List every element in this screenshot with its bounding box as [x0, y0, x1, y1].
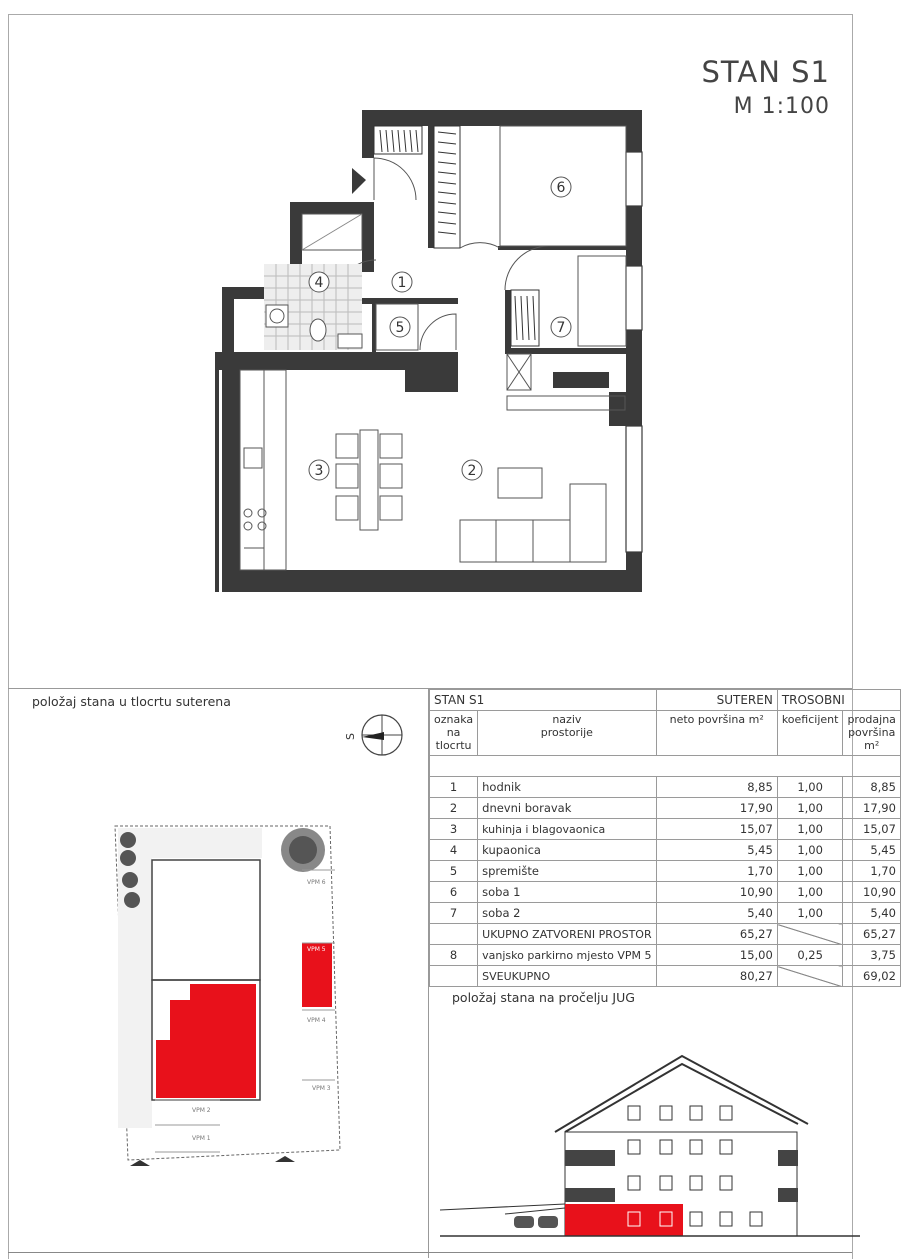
facade-roof — [555, 1056, 808, 1132]
row-number: 8 — [430, 945, 478, 966]
total-sale: 69,02 — [843, 966, 901, 987]
header-net-area: neto površina m² — [656, 711, 777, 756]
subtotal-label: UKUPNO ZATVORENI PROSTOR — [478, 924, 656, 945]
header-name: naziv prostorije — [478, 711, 656, 756]
room-marker-4: 4 — [314, 275, 324, 291]
coefficient: 1,00 — [777, 882, 843, 903]
net-area: 15,00 — [656, 945, 777, 966]
parking-label: VPM 3 — [312, 1085, 331, 1092]
coefficient: 1,00 — [777, 861, 843, 882]
facade-caption: položaj stana na pročelju JUG — [452, 990, 635, 1005]
room-marker-2: 2 — [467, 463, 477, 479]
sale-area: 5,45 — [843, 840, 901, 861]
coefficient: 1,00 — [777, 903, 843, 924]
coefficient: 1,00 — [777, 819, 843, 840]
row-number: 2 — [430, 798, 478, 819]
sale-area: 1,70 — [843, 861, 901, 882]
net-area: 8,85 — [656, 777, 777, 798]
room-name: hodnik — [478, 777, 656, 798]
site-plan-caption: položaj stana u tlocrtu suterena — [32, 694, 231, 709]
sale-area: 10,90 — [843, 882, 901, 903]
net-area: 10,90 — [656, 882, 777, 903]
sheet-bottom-line — [8, 1252, 852, 1253]
row-number: 1 — [430, 777, 478, 798]
header-sale-area: prodajna površina m² — [843, 711, 901, 756]
room-marker-7: 7 — [556, 320, 566, 336]
room-marker-5: 5 — [395, 320, 405, 336]
header-coefficient: koeficijent — [777, 711, 843, 756]
row-number: 3 — [430, 819, 478, 840]
header-marker: oznaka na tlocrtu — [430, 711, 478, 756]
coefficient: 1,00 — [777, 798, 843, 819]
row-number: 4 — [430, 840, 478, 861]
row-number: 6 — [430, 882, 478, 903]
room-marker-1: 1 — [397, 275, 407, 291]
parking-label: VPM 1 — [192, 1135, 211, 1142]
parking-label: VPM 6 — [307, 879, 326, 886]
coefficient: 1,00 — [777, 840, 843, 861]
parking-label: VPM 5 — [307, 946, 326, 953]
room-name: spremište — [478, 861, 656, 882]
sale-area: 5,40 — [843, 903, 901, 924]
drawing-scale: M 1:100 — [733, 94, 830, 119]
room-name: kuhinja i blagovaonica — [478, 819, 656, 840]
row-number: 5 — [430, 861, 478, 882]
sale-area: 17,90 — [843, 798, 901, 819]
subtotal-net: 65,27 — [656, 924, 777, 945]
net-area: 15,07 — [656, 819, 777, 840]
subtotal-sale: 65,27 — [843, 924, 901, 945]
room-marker-3: 3 — [314, 463, 324, 479]
parking-label: VPM 2 — [192, 1107, 211, 1114]
compass-label: S — [344, 733, 357, 740]
facade-cars — [514, 1216, 558, 1228]
sale-area: 8,85 — [843, 777, 901, 798]
facade-ramp — [440, 1204, 565, 1214]
floor-label: SUTEREN — [656, 690, 777, 711]
total-label: SVEUKUPNO — [478, 966, 656, 987]
net-area: 17,90 — [656, 798, 777, 819]
net-area: 5,40 — [656, 903, 777, 924]
room-name: kupaonica — [478, 840, 656, 861]
net-area: 1,70 — [656, 861, 777, 882]
sale-area: 3,75 — [843, 945, 901, 966]
room-marker-6: 6 — [556, 180, 566, 196]
apartment-label: STAN S1 — [430, 690, 657, 711]
type-label: TROSOBNI — [777, 690, 900, 711]
apartment-title: STAN S1 — [701, 55, 830, 89]
facade-apartment-highlight — [565, 1204, 683, 1236]
coefficient: 0,25 — [777, 945, 843, 966]
total-net: 80,27 — [656, 966, 777, 987]
room-name: vanjsko parkirno mjesto VPM 5 — [478, 945, 656, 966]
parking-label: VPM 4 — [307, 1017, 326, 1024]
room-name: soba 1 — [478, 882, 656, 903]
sale-area: 15,07 — [843, 819, 901, 840]
coefficient: 1,00 — [777, 777, 843, 798]
row-number: 7 — [430, 903, 478, 924]
room-name: dnevni boravak — [478, 798, 656, 819]
room-name: soba 2 — [478, 903, 656, 924]
net-area: 5,45 — [656, 840, 777, 861]
